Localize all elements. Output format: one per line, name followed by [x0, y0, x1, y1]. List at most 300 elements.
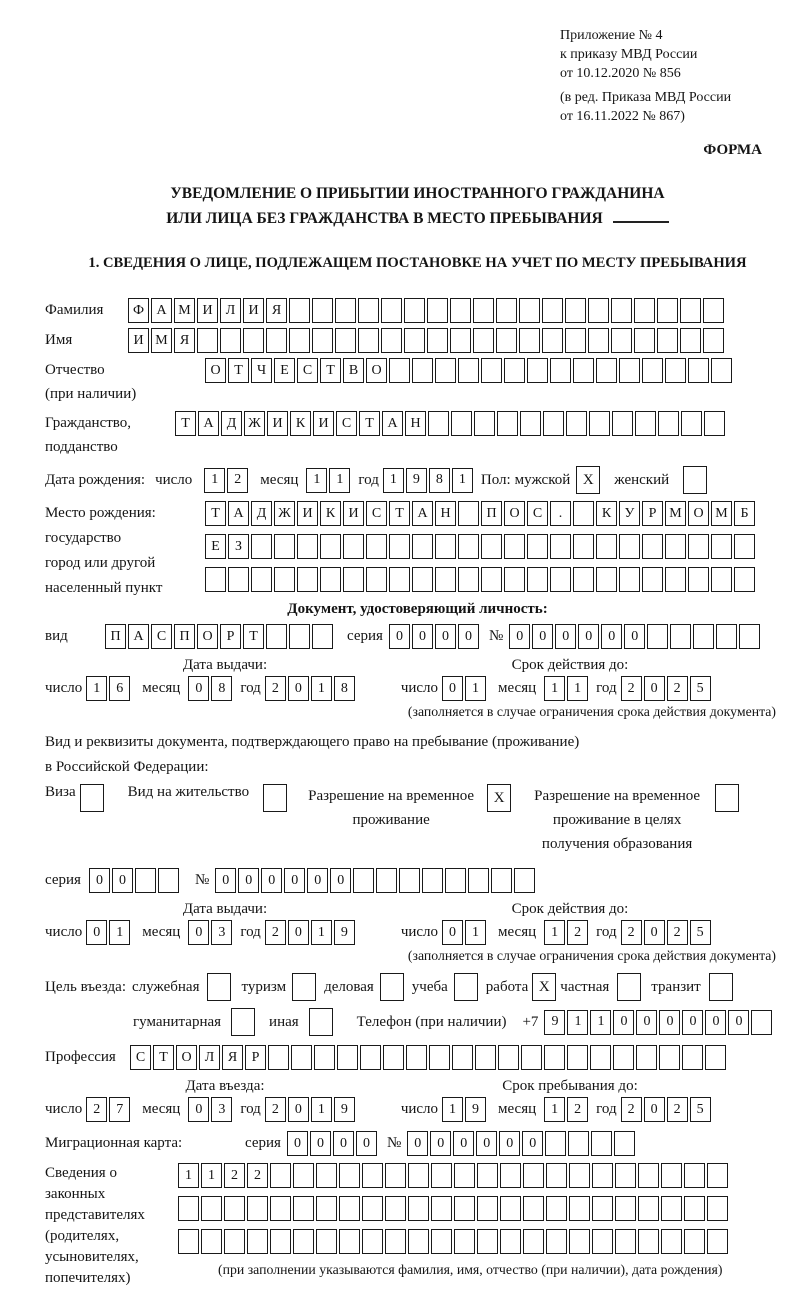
char-cell[interactable]: 0 [89, 868, 110, 893]
char-cell[interactable]: С [366, 501, 387, 526]
char-cell[interactable] [688, 534, 709, 559]
char-cell[interactable] [408, 1229, 429, 1254]
char-cell[interactable] [422, 868, 443, 893]
char-cell[interactable] [688, 358, 709, 383]
char-cell[interactable] [496, 298, 517, 323]
char-cell[interactable] [366, 534, 387, 559]
char-cell[interactable]: Т [153, 1045, 174, 1070]
char-cell[interactable]: Р [220, 624, 241, 649]
char-cell[interactable] [454, 1229, 475, 1254]
char-cell[interactable] [657, 298, 678, 323]
char-cell[interactable] [201, 1229, 222, 1254]
char-cell[interactable]: 0 [330, 868, 351, 893]
char-cell[interactable] [634, 298, 655, 323]
char-cell[interactable] [404, 328, 425, 353]
char-cell[interactable] [474, 411, 495, 436]
char-cell[interactable]: А [228, 501, 249, 526]
char-cell[interactable]: 0 [458, 624, 479, 649]
char-cell[interactable]: 0 [644, 1097, 665, 1122]
char-cell[interactable]: О [504, 501, 525, 526]
char-cell[interactable] [707, 1229, 728, 1254]
visa-checkbox[interactable] [80, 784, 104, 812]
char-cell[interactable] [445, 868, 466, 893]
char-cell[interactable]: 0 [532, 624, 553, 649]
char-cell[interactable] [519, 328, 540, 353]
char-cell[interactable]: 0 [261, 868, 282, 893]
char-cell[interactable] [611, 298, 632, 323]
purpose-tourism-checkbox[interactable] [292, 973, 316, 1001]
char-cell[interactable]: 2 [265, 1097, 286, 1122]
char-cell[interactable]: 2 [621, 676, 642, 701]
char-cell[interactable] [615, 1229, 636, 1254]
char-cell[interactable] [243, 328, 264, 353]
char-cell[interactable]: Н [405, 411, 426, 436]
char-cell[interactable] [343, 534, 364, 559]
char-cell[interactable] [404, 298, 425, 323]
purpose-study-checkbox[interactable] [454, 973, 478, 1001]
char-cell[interactable]: 0 [188, 676, 209, 701]
char-cell[interactable]: 0 [238, 868, 259, 893]
char-cell[interactable]: 0 [412, 624, 433, 649]
char-cell[interactable] [611, 328, 632, 353]
char-cell[interactable] [468, 868, 489, 893]
char-cell[interactable] [251, 567, 272, 592]
char-cell[interactable] [450, 298, 471, 323]
char-cell[interactable] [389, 358, 410, 383]
char-cell[interactable] [362, 1163, 383, 1188]
char-cell[interactable]: И [297, 501, 318, 526]
char-cell[interactable]: 1 [204, 468, 225, 493]
char-cell[interactable] [316, 1229, 337, 1254]
char-cell[interactable] [289, 298, 310, 323]
char-cell[interactable]: И [267, 411, 288, 436]
char-cell[interactable] [707, 1196, 728, 1221]
char-cell[interactable]: М [151, 328, 172, 353]
char-cell[interactable] [567, 1045, 588, 1070]
char-cell[interactable] [688, 567, 709, 592]
char-cell[interactable] [711, 567, 732, 592]
char-cell[interactable] [360, 1045, 381, 1070]
char-cell[interactable] [543, 411, 564, 436]
char-cell[interactable] [658, 411, 679, 436]
char-cell[interactable]: З [228, 534, 249, 559]
char-cell[interactable] [682, 1045, 703, 1070]
char-cell[interactable] [565, 298, 586, 323]
char-cell[interactable]: 0 [288, 676, 309, 701]
char-cell[interactable]: 6 [109, 676, 130, 701]
char-cell[interactable]: М [174, 298, 195, 323]
char-cell[interactable] [339, 1196, 360, 1221]
char-cell[interactable] [550, 358, 571, 383]
char-cell[interactable]: 0 [435, 624, 456, 649]
char-cell[interactable] [739, 624, 760, 649]
char-cell[interactable]: Я [266, 298, 287, 323]
char-cell[interactable]: Е [205, 534, 226, 559]
char-cell[interactable]: 2 [567, 1097, 588, 1122]
char-cell[interactable] [642, 358, 663, 383]
char-cell[interactable]: П [174, 624, 195, 649]
char-cell[interactable] [389, 534, 410, 559]
char-cell[interactable]: 0 [430, 1131, 451, 1156]
char-cell[interactable]: 2 [621, 1097, 642, 1122]
char-cell[interactable] [293, 1163, 314, 1188]
char-cell[interactable] [527, 358, 548, 383]
char-cell[interactable] [592, 1196, 613, 1221]
char-cell[interactable]: 1 [544, 1097, 565, 1122]
char-cell[interactable] [247, 1196, 268, 1221]
char-cell[interactable]: О [197, 624, 218, 649]
char-cell[interactable] [452, 1045, 473, 1070]
char-cell[interactable] [270, 1163, 291, 1188]
char-cell[interactable]: 0 [636, 1010, 657, 1035]
char-cell[interactable] [588, 298, 609, 323]
char-cell[interactable] [220, 328, 241, 353]
char-cell[interactable]: 0 [284, 868, 305, 893]
char-cell[interactable] [385, 1163, 406, 1188]
char-cell[interactable]: 1 [567, 1010, 588, 1035]
char-cell[interactable] [613, 1045, 634, 1070]
char-cell[interactable]: 0 [86, 920, 107, 945]
char-cell[interactable] [274, 567, 295, 592]
char-cell[interactable] [458, 501, 479, 526]
char-cell[interactable] [588, 328, 609, 353]
char-cell[interactable]: К [596, 501, 617, 526]
char-cell[interactable] [684, 1196, 705, 1221]
char-cell[interactable]: 0 [601, 624, 622, 649]
char-cell[interactable] [335, 328, 356, 353]
char-cell[interactable] [293, 1229, 314, 1254]
char-cell[interactable]: 8 [211, 676, 232, 701]
char-cell[interactable] [498, 1045, 519, 1070]
char-cell[interactable]: 0 [188, 1097, 209, 1122]
char-cell[interactable]: У [619, 501, 640, 526]
char-cell[interactable]: 0 [522, 1131, 543, 1156]
char-cell[interactable] [366, 567, 387, 592]
char-cell[interactable]: Я [174, 328, 195, 353]
char-cell[interactable]: . [550, 501, 571, 526]
char-cell[interactable] [491, 868, 512, 893]
char-cell[interactable] [665, 567, 686, 592]
char-cell[interactable]: А [128, 624, 149, 649]
char-cell[interactable] [550, 534, 571, 559]
char-cell[interactable]: 5 [690, 920, 711, 945]
char-cell[interactable] [734, 534, 755, 559]
char-cell[interactable]: 2 [265, 676, 286, 701]
char-cell[interactable]: 0 [624, 624, 645, 649]
char-cell[interactable] [435, 534, 456, 559]
char-cell[interactable] [711, 358, 732, 383]
char-cell[interactable]: К [290, 411, 311, 436]
char-cell[interactable] [429, 1045, 450, 1070]
char-cell[interactable] [504, 534, 525, 559]
char-cell[interactable] [266, 328, 287, 353]
char-cell[interactable]: 1 [86, 676, 107, 701]
char-cell[interactable] [381, 328, 402, 353]
char-cell[interactable] [312, 328, 333, 353]
char-cell[interactable] [135, 868, 156, 893]
char-cell[interactable]: 5 [690, 676, 711, 701]
char-cell[interactable] [566, 411, 587, 436]
char-cell[interactable]: 1 [567, 676, 588, 701]
char-cell[interactable] [684, 1229, 705, 1254]
char-cell[interactable] [458, 358, 479, 383]
char-cell[interactable] [481, 534, 502, 559]
char-cell[interactable]: 3 [211, 1097, 232, 1122]
purpose-official-checkbox[interactable] [207, 973, 231, 1001]
char-cell[interactable]: 0 [555, 624, 576, 649]
char-cell[interactable]: 8 [429, 468, 450, 493]
char-cell[interactable]: Ж [274, 501, 295, 526]
char-cell[interactable] [612, 411, 633, 436]
char-cell[interactable] [291, 1045, 312, 1070]
char-cell[interactable] [389, 567, 410, 592]
char-cell[interactable]: Д [221, 411, 242, 436]
char-cell[interactable] [619, 534, 640, 559]
char-cell[interactable] [573, 501, 594, 526]
char-cell[interactable] [353, 868, 374, 893]
char-cell[interactable]: 5 [690, 1097, 711, 1122]
female-checkbox[interactable] [683, 466, 707, 494]
char-cell[interactable]: 1 [178, 1163, 199, 1188]
char-cell[interactable] [523, 1163, 544, 1188]
char-cell[interactable] [546, 1229, 567, 1254]
char-cell[interactable]: 0 [310, 1131, 331, 1156]
char-cell[interactable] [657, 328, 678, 353]
temp-residence-education-checkbox[interactable] [715, 784, 739, 812]
char-cell[interactable]: 0 [644, 920, 665, 945]
char-cell[interactable]: И [128, 328, 149, 353]
char-cell[interactable] [435, 358, 456, 383]
char-cell[interactable]: М [711, 501, 732, 526]
char-cell[interactable]: А [382, 411, 403, 436]
char-cell[interactable]: 2 [227, 468, 248, 493]
char-cell[interactable] [642, 534, 663, 559]
char-cell[interactable] [705, 1045, 726, 1070]
char-cell[interactable] [591, 1131, 612, 1156]
char-cell[interactable] [519, 298, 540, 323]
char-cell[interactable] [500, 1196, 521, 1221]
char-cell[interactable]: О [688, 501, 709, 526]
char-cell[interactable] [320, 534, 341, 559]
char-cell[interactable]: 0 [442, 676, 463, 701]
char-cell[interactable] [450, 328, 471, 353]
char-cell[interactable]: 1 [544, 920, 565, 945]
char-cell[interactable] [316, 1163, 337, 1188]
char-cell[interactable] [527, 534, 548, 559]
char-cell[interactable] [523, 1196, 544, 1221]
char-cell[interactable]: 0 [287, 1131, 308, 1156]
char-cell[interactable]: 0 [578, 624, 599, 649]
char-cell[interactable] [297, 534, 318, 559]
char-cell[interactable]: 0 [288, 1097, 309, 1122]
char-cell[interactable] [665, 534, 686, 559]
char-cell[interactable] [592, 1163, 613, 1188]
char-cell[interactable]: Т [205, 501, 226, 526]
char-cell[interactable] [408, 1163, 429, 1188]
residence-permit-checkbox[interactable] [263, 784, 287, 812]
char-cell[interactable] [297, 567, 318, 592]
char-cell[interactable]: 1 [442, 1097, 463, 1122]
char-cell[interactable] [514, 868, 535, 893]
char-cell[interactable] [614, 1131, 635, 1156]
char-cell[interactable] [312, 624, 333, 649]
char-cell[interactable]: 1 [465, 920, 486, 945]
char-cell[interactable] [224, 1229, 245, 1254]
char-cell[interactable] [201, 1196, 222, 1221]
char-cell[interactable] [312, 298, 333, 323]
char-cell[interactable] [634, 328, 655, 353]
char-cell[interactable] [435, 567, 456, 592]
char-cell[interactable]: 9 [406, 468, 427, 493]
char-cell[interactable] [451, 411, 472, 436]
char-cell[interactable]: 0 [509, 624, 530, 649]
char-cell[interactable] [412, 567, 433, 592]
char-cell[interactable] [339, 1163, 360, 1188]
char-cell[interactable]: 1 [201, 1163, 222, 1188]
char-cell[interactable] [707, 1163, 728, 1188]
char-cell[interactable]: Т [243, 624, 264, 649]
char-cell[interactable] [545, 1131, 566, 1156]
char-cell[interactable]: 1 [544, 676, 565, 701]
char-cell[interactable]: 0 [442, 920, 463, 945]
char-cell[interactable] [158, 868, 179, 893]
char-cell[interactable]: 2 [265, 920, 286, 945]
char-cell[interactable]: И [197, 298, 218, 323]
char-cell[interactable] [638, 1196, 659, 1221]
char-cell[interactable] [314, 1045, 335, 1070]
char-cell[interactable] [481, 567, 502, 592]
char-cell[interactable] [270, 1196, 291, 1221]
char-cell[interactable] [343, 567, 364, 592]
char-cell[interactable] [406, 1045, 427, 1070]
char-cell[interactable] [590, 1045, 611, 1070]
char-cell[interactable]: 1 [109, 920, 130, 945]
char-cell[interactable] [751, 1010, 772, 1035]
char-cell[interactable] [523, 1229, 544, 1254]
char-cell[interactable] [684, 1163, 705, 1188]
char-cell[interactable] [693, 624, 714, 649]
char-cell[interactable]: С [527, 501, 548, 526]
char-cell[interactable]: 9 [544, 1010, 565, 1035]
char-cell[interactable]: Т [359, 411, 380, 436]
char-cell[interactable] [197, 328, 218, 353]
char-cell[interactable] [335, 298, 356, 323]
purpose-other-checkbox[interactable] [309, 1008, 333, 1036]
temp-residence-checkbox[interactable]: X [487, 784, 511, 812]
char-cell[interactable] [427, 328, 448, 353]
char-cell[interactable]: 8 [334, 676, 355, 701]
char-cell[interactable]: П [481, 501, 502, 526]
char-cell[interactable] [358, 328, 379, 353]
purpose-humanitarian-checkbox[interactable] [231, 1008, 255, 1036]
char-cell[interactable] [680, 328, 701, 353]
char-cell[interactable]: Т [175, 411, 196, 436]
char-cell[interactable] [681, 411, 702, 436]
char-cell[interactable] [270, 1229, 291, 1254]
char-cell[interactable]: А [198, 411, 219, 436]
char-cell[interactable] [711, 534, 732, 559]
char-cell[interactable]: С [336, 411, 357, 436]
char-cell[interactable]: 0 [407, 1131, 428, 1156]
char-cell[interactable]: И [313, 411, 334, 436]
char-cell[interactable]: С [130, 1045, 151, 1070]
char-cell[interactable]: 0 [215, 868, 236, 893]
char-cell[interactable] [596, 534, 617, 559]
char-cell[interactable] [661, 1229, 682, 1254]
char-cell[interactable]: 1 [311, 920, 332, 945]
char-cell[interactable] [458, 567, 479, 592]
char-cell[interactable] [573, 358, 594, 383]
char-cell[interactable]: 2 [567, 920, 588, 945]
char-cell[interactable]: Р [642, 501, 663, 526]
char-cell[interactable] [383, 1045, 404, 1070]
char-cell[interactable]: 0 [728, 1010, 749, 1035]
char-cell[interactable] [362, 1229, 383, 1254]
char-cell[interactable] [431, 1229, 452, 1254]
char-cell[interactable] [716, 624, 737, 649]
char-cell[interactable]: 0 [333, 1131, 354, 1156]
char-cell[interactable] [454, 1163, 475, 1188]
char-cell[interactable] [544, 1045, 565, 1070]
char-cell[interactable] [431, 1163, 452, 1188]
char-cell[interactable] [568, 1131, 589, 1156]
char-cell[interactable] [412, 358, 433, 383]
char-cell[interactable] [704, 411, 725, 436]
char-cell[interactable] [680, 298, 701, 323]
char-cell[interactable] [473, 328, 494, 353]
char-cell[interactable] [339, 1229, 360, 1254]
char-cell[interactable]: Р [245, 1045, 266, 1070]
char-cell[interactable] [431, 1196, 452, 1221]
char-cell[interactable]: Я [222, 1045, 243, 1070]
char-cell[interactable]: Т [389, 501, 410, 526]
char-cell[interactable]: 0 [705, 1010, 726, 1035]
char-cell[interactable]: Е [274, 358, 295, 383]
char-cell[interactable]: 0 [356, 1131, 377, 1156]
char-cell[interactable]: Л [199, 1045, 220, 1070]
char-cell[interactable]: 2 [621, 920, 642, 945]
char-cell[interactable] [596, 567, 617, 592]
char-cell[interactable] [573, 534, 594, 559]
char-cell[interactable]: 9 [465, 1097, 486, 1122]
char-cell[interactable] [274, 534, 295, 559]
char-cell[interactable] [615, 1196, 636, 1221]
char-cell[interactable] [569, 1163, 590, 1188]
char-cell[interactable]: 0 [659, 1010, 680, 1035]
char-cell[interactable]: О [366, 358, 387, 383]
char-cell[interactable]: 1 [590, 1010, 611, 1035]
char-cell[interactable] [477, 1163, 498, 1188]
char-cell[interactable]: 1 [465, 676, 486, 701]
char-cell[interactable] [504, 567, 525, 592]
char-cell[interactable]: 1 [452, 468, 473, 493]
char-cell[interactable]: 1 [311, 676, 332, 701]
char-cell[interactable]: С [297, 358, 318, 383]
char-cell[interactable]: М [665, 501, 686, 526]
char-cell[interactable] [635, 411, 656, 436]
char-cell[interactable] [661, 1196, 682, 1221]
char-cell[interactable]: А [412, 501, 433, 526]
char-cell[interactable] [500, 1229, 521, 1254]
char-cell[interactable] [659, 1045, 680, 1070]
purpose-private-checkbox[interactable] [617, 973, 641, 1001]
char-cell[interactable] [454, 1196, 475, 1221]
char-cell[interactable]: 0 [188, 920, 209, 945]
char-cell[interactable] [527, 567, 548, 592]
char-cell[interactable] [427, 298, 448, 323]
char-cell[interactable] [376, 868, 397, 893]
char-cell[interactable]: 7 [109, 1097, 130, 1122]
